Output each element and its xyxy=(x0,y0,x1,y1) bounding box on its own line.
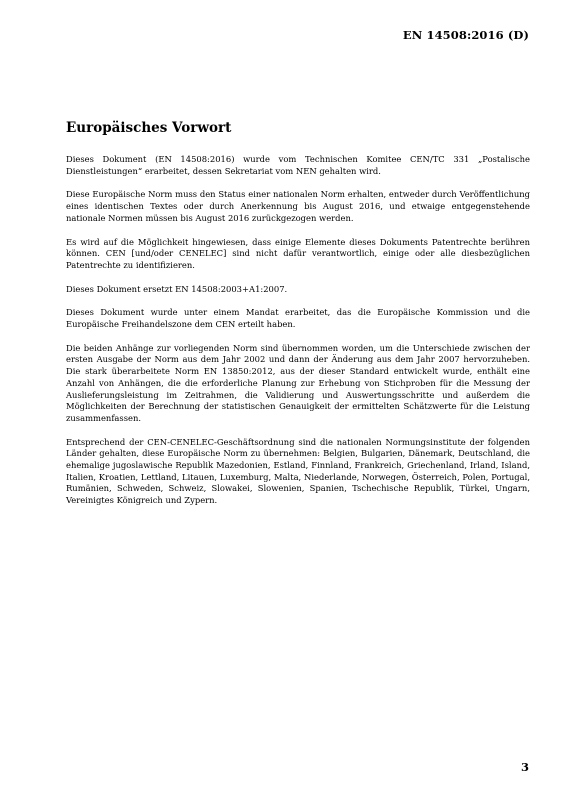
paragraph-3: Es wird auf die Möglichkeit hingewiesen, dass einige Elemente dieses Dokuments Patentrechte berühren können. CEN [und/oder CENELEC] sind nicht dafür verantwortlich, einige oder alle diesbezüglichen Patentrechte zu identifizieren. xyxy=(66,236,530,270)
paragraph-6: Die beiden Anhänge zur vorliegenden Norm sind übernommen worden, um die Unterschiede zwischen der ersten Ausgabe der Norm aus dem Jahr 2002 und dann der Änderung aus dem Jahr 2007 hervorzuheben. Die stark überarbeitete Norm EN 13850:2012, aus der dieser Standard entwickelt wurde, enthält eine Anzahl von Anhängen, die die erforderliche Planung zur Erhebung von Stichproben für die Messung der Auslieferungsleistung im Zeitrahmen, die Validierung und Auswertungsschritte und außerdem die Möglichkeiten der Berechnung der statistischen Genauigkeit der ermittelten Schätzwerte für die Leistung zusammenfassen. xyxy=(66,342,530,423)
page-number: 3 xyxy=(520,760,529,774)
section-title: Europäisches Vorwort xyxy=(66,120,232,136)
paragraph-2: Diese Europäische Norm muss den Status einer nationalen Norm erhalten, entweder durch Veröffentlichung eines identischen Textes oder durch Anerkennung bis August 2016, und etwaige entgegenstehende nationale Normen müssen bis August 2016 zurückgezogen werden. xyxy=(66,189,530,223)
document-body xyxy=(66,120,530,519)
document-id: EN 14508:2016 (D) xyxy=(402,28,529,42)
paragraph-7: Entsprechend der CEN-CENELEC-Geschäftsordnung sind die nationalen Normungsinstitute der folgenden Länder gehalten, diese Europäische Norm zu übernehmen: Belgien, Bulgarien, Dänemark, Deutschland, die ehemalige jugoslawische Republik Mazedonien, Estland, Finnland, Frankreich, Griechenland, Irland, Island, Italien, Kroatien, Lettland, Litauen, Luxemburg, Malta, Niederlande, Norwegen, Österreich, Polen, Portugal, Rumänien, Schweden, Schweiz, Slowakei, Slowenien, Spanien, Tschechische Republik, Türkei, Ungarn, Vereinigtes Königreich und Zypern. xyxy=(66,436,530,506)
paragraph-4: Dieses Dokument ersetzt EN 14508:2003+A1:2007. xyxy=(66,283,288,294)
paragraph-1: Dieses Dokument (EN 14508:2016) wurde vom Technischen Komitee CEN/TC 331 „Postalische Dienstleistungen“ erarbeitet, dessen Sekretariat vom NEN gehalten wird. xyxy=(66,154,530,176)
paragraph-5: Dieses Dokument wurde unter einem Mandat erarbeitet, das die Europäische Kommission und die Europäische Freihandelszone dem CEN erteilt haben. xyxy=(66,307,530,330)
